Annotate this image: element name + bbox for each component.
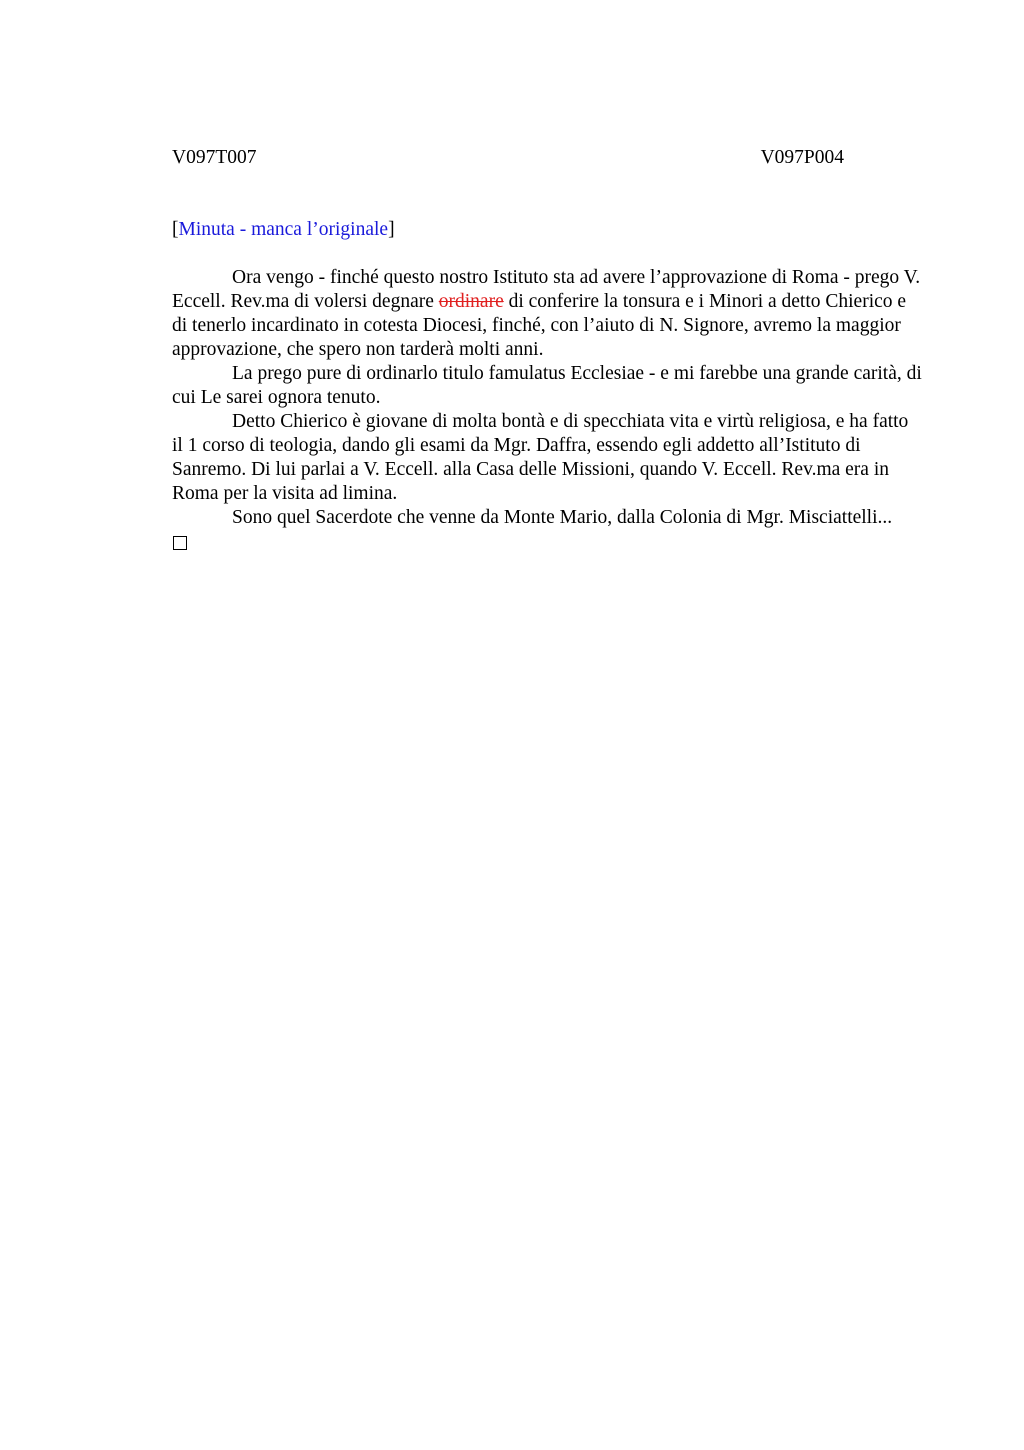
paragraph-3: Detto Chierico è giovane di molta bontà e di specchiata vita e virtù religiosa, e ha fatto il 1 corso di teologia, dando gli esami da Mgr. Daffra, essendo egli addetto all’Istituto di Sanremo. Di lui parlai a V. Eccell. alla Casa delle Missioni, quando V. Eccell. Rev.ma era in Roma per la visita ad limina. — [172, 411, 909, 504]
note-text: Minuta - manca l’originale — [178, 219, 389, 240]
document-page — [172, 146, 924, 557]
paragraph-4: Sono quel Sacerdote che venne da Monte Mario, dalla Colonia di Mgr. Misciattelli... — [232, 507, 893, 528]
paragraph-1 — [172, 266, 924, 362]
end-mark-row — [172, 530, 924, 557]
editorial-note — [172, 218, 924, 242]
document-header — [172, 146, 844, 170]
paragraph-1-after: di conferire la tonsura e i Minori a detto Chierico e di tenerlo incardinato in cotesta Diocesi, finché, con l’aiuto di N. Signore, avremo la maggior approvazione, che spero non tarderà molti anni. — [172, 291, 907, 360]
struck-word: ordinare — [438, 291, 504, 312]
note-open-bracket: [ — [172, 219, 179, 240]
note-close-bracket: ] — [388, 219, 395, 240]
letter-body — [172, 266, 924, 557]
square-outline-icon — [173, 536, 187, 550]
paragraph-1-before: Ora vengo - finché questo nostro Istituto sta ad avere l’approvazione di Roma - prego V. Eccell. Rev.ma di volersi degnare — [172, 267, 921, 312]
left-reference-code: V097T007 — [172, 147, 257, 168]
right-reference-code: V097P004 — [760, 147, 844, 168]
paragraph-2: La prego pure di ordinarlo titulo famulatus Ecclesiae - e mi farebbe una grande carità, di cui Le sarei ognora tenuto. — [172, 363, 922, 408]
